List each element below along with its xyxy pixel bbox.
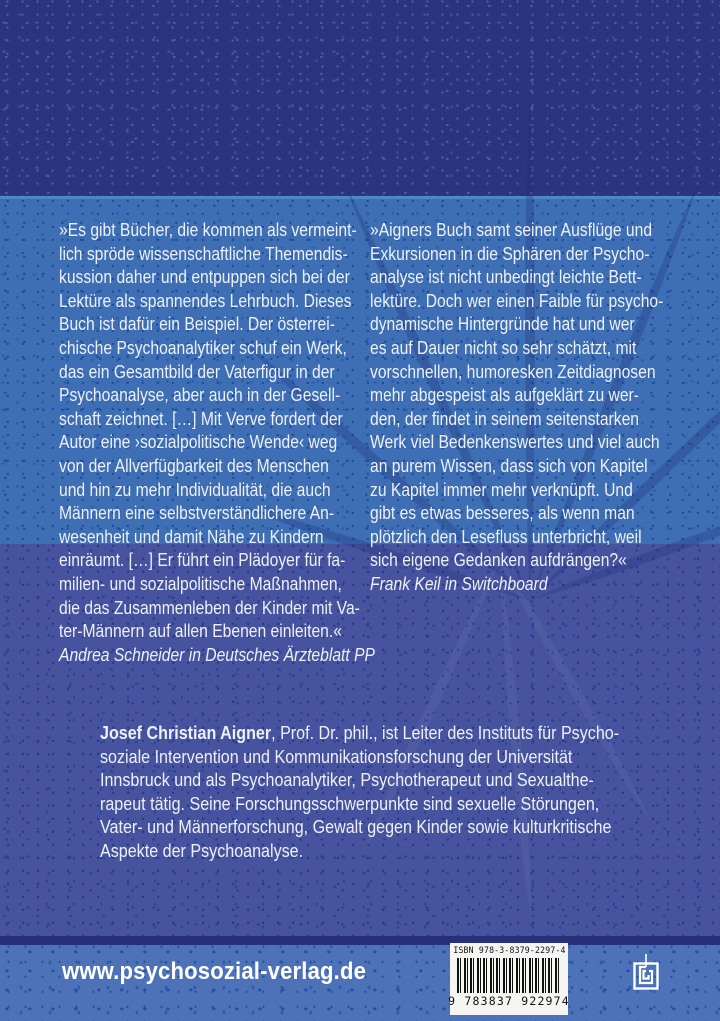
review-line: ter-Männern auf allen Ebenen einleiten.« bbox=[59, 621, 342, 642]
review-line: vorschnellen, humoresken Zeitdiagnosen bbox=[370, 361, 656, 382]
author-bio-line: soziale Intervention und Kommunikationsforschung der Universität bbox=[100, 745, 573, 767]
author-name: Josef Christian Aigner bbox=[100, 722, 272, 743]
review-line: an purem Wissen, dass sich von Kapitel bbox=[370, 455, 648, 476]
publisher-url: www.psychosozial-verlag.de bbox=[62, 958, 367, 985]
review-line: Werk viel Bedenkenswertes und viel auch bbox=[370, 432, 660, 453]
review-line: es auf Dauer nicht so sehr schätzt, mit bbox=[370, 337, 637, 358]
review-line: wesenheit und damit Nähe zu Kindern bbox=[59, 526, 324, 547]
review-line: »Aigners Buch samt seiner Ausflüge und bbox=[370, 220, 653, 240]
review-line: sich eigene Gedanken aufdrängen?« bbox=[370, 550, 627, 571]
background-top-band bbox=[0, 0, 720, 196]
author-bio-lines bbox=[100, 745, 648, 863]
review-line: Psychoanalyse, aber auch in der Gesell- bbox=[59, 385, 341, 406]
review-line: lektüre. Doch wer einen Faible für psycho- bbox=[370, 290, 664, 311]
review-line: Buch ist dafür ein Beispiel. Der österrei- bbox=[59, 314, 335, 335]
review-line: einräumt. […] Er führt ein Plädoyer für fa- bbox=[59, 550, 346, 571]
review-line: das ein Gesamtbild der Vaterfigur in der bbox=[59, 361, 335, 382]
review-line: und hin zu mehr Individualität, die auch bbox=[59, 479, 331, 500]
review-line: dynamische Hintergründe hat und wer bbox=[370, 314, 635, 335]
review-left-attribution: Andrea Schneider in Deutsches Ärzteblatt PP bbox=[59, 644, 375, 665]
review-line: gibt es etwas besseres, als wenn man bbox=[370, 503, 635, 524]
review-line: kussion daher und entpuppen sich bei der bbox=[59, 267, 350, 288]
review-line: lich spröde wissenschaftliche Themendis- bbox=[59, 243, 348, 264]
author-bio bbox=[100, 721, 648, 863]
review-right-lines bbox=[370, 219, 670, 573]
review-line: die das Zusammenleben der Kinder mit Va- bbox=[59, 597, 360, 618]
review-line: schaft zeichnet. […] Mit Verve fordert der bbox=[59, 408, 343, 429]
author-bio-line: Vater- und Männerforschung, Gewalt gegen Kinder sowie kulturkritische bbox=[100, 816, 612, 838]
review-right-attribution: Frank Keil in Switchboard bbox=[370, 573, 548, 594]
review-line: Männern eine selbstverständlichere An- bbox=[59, 503, 335, 524]
divider-strip bbox=[0, 936, 720, 945]
review-line: mehr abgespeist als aufgeklärt zu wer- bbox=[370, 385, 639, 406]
isbn-barcode bbox=[450, 943, 568, 1015]
review-line: analyse ist nicht unbedingt leichte Bett- bbox=[370, 267, 642, 288]
review-line: von der Allverfügbarkeit des Menschen bbox=[59, 455, 329, 476]
author-bio-line: Innsbruck und als Psychoanalytiker, Psychotherapeut und Sexualthe- bbox=[100, 769, 594, 791]
author-bio-line bbox=[100, 721, 648, 745]
review-line: »Es gibt Bücher, die kommen als vermeint- bbox=[59, 220, 357, 240]
review-quote-left bbox=[59, 219, 375, 667]
review-line: zu Kapitel immer mehr verknüpft. Und bbox=[370, 479, 633, 500]
author-bio-text: , Prof. Dr. phil., ist Leiter des Instituts für Psycho- bbox=[271, 722, 620, 743]
barcode-digits: 9 783837 922974 bbox=[448, 994, 570, 1008]
review-line: chische Psychoanalytiker schuf ein Werk, bbox=[59, 337, 347, 358]
review-line: den, der findet in seinem seitenstarken bbox=[370, 408, 639, 429]
publisher-labyrinth-logo-icon bbox=[632, 954, 660, 992]
isbn-label: ISBN 978-3-8379-2297-4 bbox=[452, 946, 566, 956]
review-line: milien- und sozialpolitische Maßnahmen, bbox=[59, 573, 342, 594]
author-bio-line: Aspekte der Psychoanalyse. bbox=[100, 839, 304, 861]
review-line: Exkursionen in die Sphären der Psycho- bbox=[370, 243, 650, 264]
barcode-bars-icon bbox=[457, 958, 561, 993]
author-bio-line: rapeut tätig. Seine Forschungsschwerpunkte sind sexuelle Störungen, bbox=[100, 792, 600, 814]
review-line: Lektüre als spannendes Lehrbuch. Dieses bbox=[59, 290, 352, 311]
review-quote-right bbox=[370, 219, 670, 597]
review-line: Autor eine ›sozialpolitische Wende‹ weg bbox=[59, 432, 338, 453]
review-line: plötzlich den Lesefluss unterbricht, weil bbox=[370, 526, 642, 547]
review-left-lines bbox=[59, 219, 359, 644]
